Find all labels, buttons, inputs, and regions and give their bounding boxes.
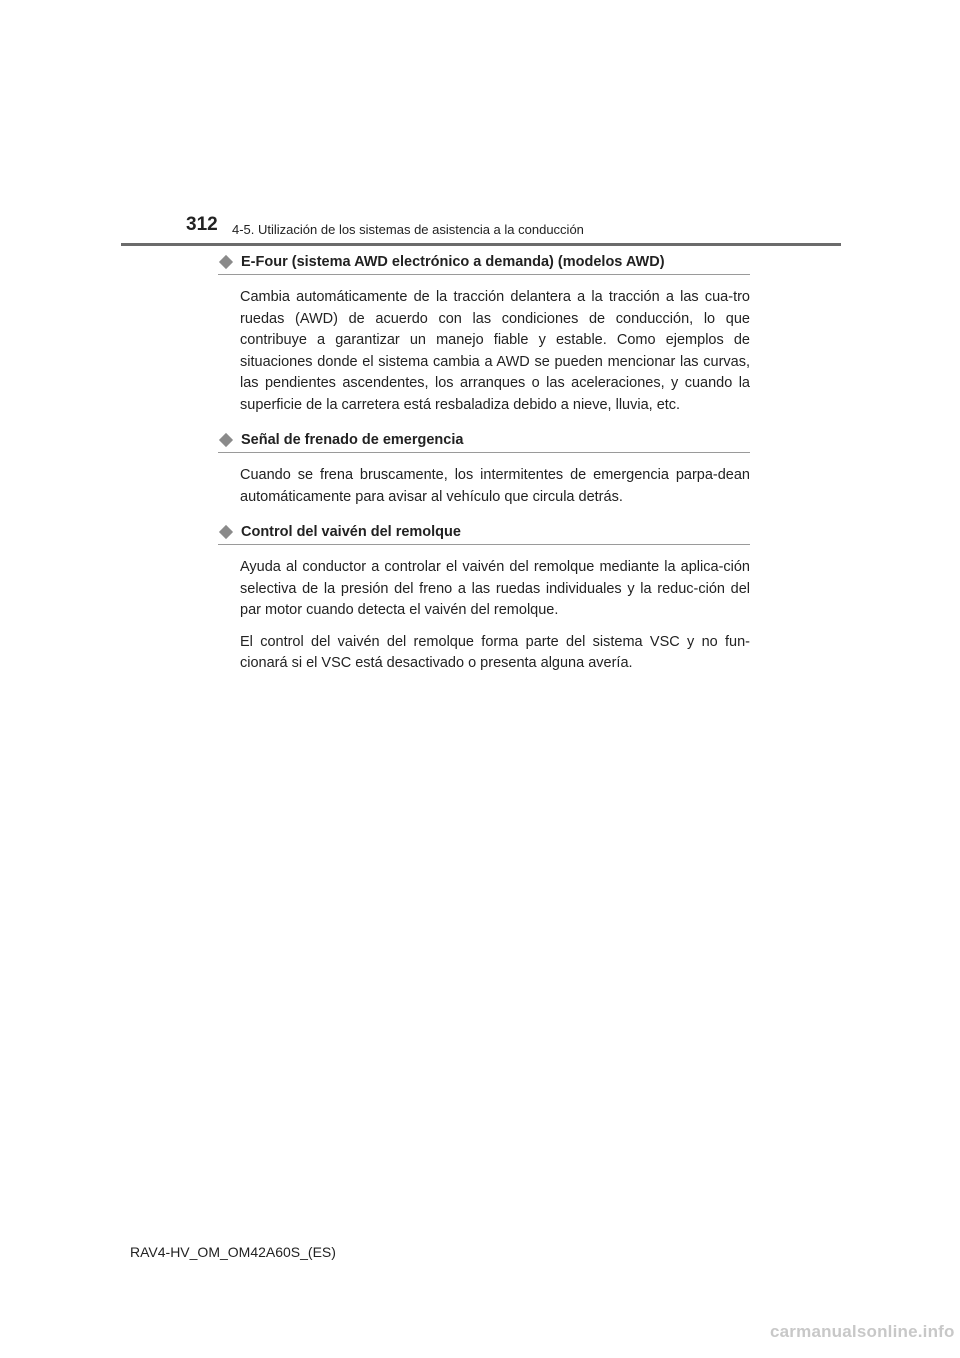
paragraph: Cuando se frena bruscamente, los intermitentes de emergencia parpa-dean automáticamente para avisar al vehículo que circula detrás. [240,467,750,505]
diamond-icon [219,255,233,269]
section-e-four [218,254,750,416]
section-heading [218,524,750,545]
section-emergency-brake-signal [218,432,750,508]
watermark: carmanualsonline.info [770,1322,955,1341]
section-heading-text: Control del vaivén del remolque [241,524,461,540]
diamond-icon [219,433,233,447]
section-title: 4-5. Utilización de los sistemas de asistencia a la conducción [232,222,584,237]
paragraph: Ayuda al conductor a controlar el vaivén del remolque mediante la aplica-ción selectiva de la presión del freno a las ruedas individuales y la reduc-ción del par motor cuando detecta el vaivén del remolque. [240,559,750,618]
page-content [218,254,750,691]
section-trailer-sway-control [218,524,750,675]
paragraph: El control del vaivén del remolque forma parte del sistema VSC y no fun-cionará si el VSC está desactivado o presenta alguna avería. [240,633,750,671]
section-heading [218,254,750,275]
diamond-icon [219,525,233,539]
section-heading-text: E-Four (sistema AWD electrónico a demanda) (modelos AWD) [241,254,665,270]
header-divider [121,243,841,246]
page-header [0,0,960,250]
page-number: 312 [186,214,218,235]
section-heading [218,432,750,453]
paragraph: Cambia automáticamente de la tracción delantera a la tracción a las cua-tro ruedas (AWD) de acuerdo con las condiciones de conducción, lo que contribuye a garantizar un manejo fiable y estable. Como ejemplos de situaciones donde el sistema cambia a AWD se pueden mencionar las curvas, las pendientes ascendentes, los arranques o las aceleraciones, y cuando la superficie de la carretera está resbaladiza debido a nieve, lluvia, etc. [240,289,750,413]
document-code: RAV4-HV_OM_OM42A60S_(ES) [130,1244,336,1260]
section-heading-text: Señal de frenado de emergencia [241,432,464,448]
